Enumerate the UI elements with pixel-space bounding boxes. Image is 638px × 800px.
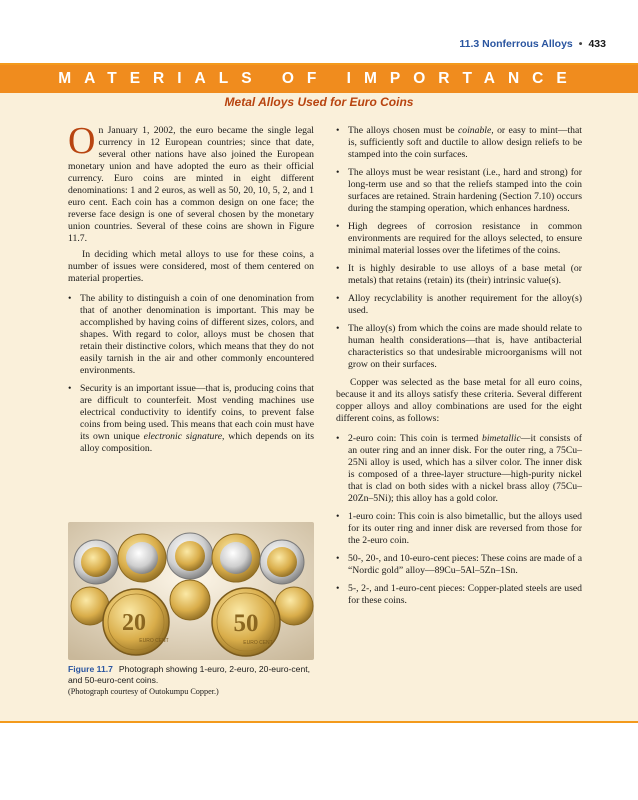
- coin-50-cent-label: EURO CENT: [243, 640, 273, 646]
- coin-50-cent: [212, 588, 280, 656]
- list-item: • Security is an important issue—that is, producing coins that are difficult to counterfeit. Most vending machines use electrical conductivity to identify coins, to prevent false coins from being used. This means that each coin must have its own unique electronic signature, which depends on its alloy composition.: [68, 383, 314, 454]
- list-item: • It is highly desirable to use alloys of a base metal (or metals) that retains (retain) its (their) intrinsic value(s).: [336, 263, 582, 286]
- section-title: 11.3 Nonferrous Alloys: [459, 38, 573, 50]
- list-item: • 50-, 20-, and 10-euro-cent pieces: These coins are made of a “Nordic gold” alloy—89Cu–5Al–5Zn–1Sn.: [336, 553, 582, 576]
- coin-2-euro: [118, 534, 166, 582]
- list-item: • The alloys must be wear resistant (i.e., hard and strong) for long-term use and so that the reliefs stamped into the coin surfaces are retained. Strain hardening (Section 7.10) occurs during the stamping operation, which enhances hardness.: [336, 167, 582, 214]
- coin-1-euro-center: [167, 533, 213, 579]
- requirements-list: [336, 125, 582, 371]
- list-item: • 5-, 2-, and 1-euro-cent pieces: Copper-plated steels are used for these coins.: [336, 583, 582, 606]
- coin-1-euro-right: [260, 540, 304, 584]
- coin-20-cent: [103, 589, 169, 655]
- coin-cent-right: [275, 587, 313, 625]
- left-column: [68, 120, 314, 461]
- paragraph-2: In deciding which metal alloys to use for these coins, a number of issues were considered, most of them centered on material properties.: [68, 249, 314, 284]
- list-item: • Alloy recyclability is another requirement for the alloy(s) used.: [336, 293, 582, 316]
- coin-50-value: 50: [233, 610, 259, 637]
- coin-2-euro-right: [212, 534, 260, 582]
- list-item: • 2-euro coin: This coin is termed bimetallic—it consists of an outer ring and an inner disk. For the outer ring, a 75Cu–25Ni alloy is used, which has a silver color. The inner disk is composed of a three-layer structure—high-purity nickel that is clad on both sides with a nickel brass alloy (75Cu–20Zn–5Ni); this alloy has a gold color.: [336, 433, 582, 504]
- coin-20-cent-label: EURO CENT: [139, 638, 169, 644]
- figure-caption: [68, 664, 314, 697]
- figure-caption-text: Photograph showing 1-euro, 2-euro, 20-euro-cent, and 50-euro-cent coins.: [68, 664, 310, 685]
- left-bullet-list: [68, 293, 314, 455]
- coin-1-euro-left: [74, 540, 118, 584]
- coins-illustration: [68, 522, 314, 660]
- banner-title: MATERIALS OF IMPORTANCE: [0, 65, 638, 93]
- euro-coins-photo: [68, 522, 314, 660]
- list-item: • 1-euro coin: This coin is also bimetallic, but the alloys used for its outer ring and inner disk are reversed from those for the 2-euro coin.: [336, 511, 582, 546]
- list-item: • The alloy(s) from which the coins are made should relate to human health considerations—that is, have antibacterial characteristics so that undesirable microorganisms will not grow on their surfaces.: [336, 323, 582, 370]
- copper-paragraph: Copper was selected as the base metal for all euro coins, because it and its alloys satisfy these criteria. Several different copper alloys and alloy combinations are used for the eight different coins, as follows:: [336, 377, 582, 424]
- coin-20-value: 20: [122, 610, 146, 636]
- coin-alloy-list: [336, 433, 582, 607]
- figure-label: Figure 11.7: [68, 664, 113, 674]
- intro-paragraph: [68, 120, 314, 245]
- right-column: [336, 125, 582, 613]
- separator-dot: •: [578, 38, 583, 50]
- list-item: • The ability to distinguish a coin of one denomination from that of another denomination is important. This may be accomplished by having coins of different sizes, colors, and shapes. With regard to color, alloys must be chosen that retain their distinctive colors, which means that they do not easily tarnish in the air and other commonly encountered environments.: [68, 293, 314, 376]
- list-item: • The alloys chosen must be coinable, or easy to mint—that is, sufficiently soft and ductile to allow design reliefs to be stamped into the coin surfaces.: [336, 125, 582, 160]
- drop-cap: O: [68, 120, 96, 162]
- running-head: [459, 38, 606, 50]
- intro-text: n January 1, 2002, the euro became the single legal currency in 12 European countries; since that date, several other nations have also joined the European monetary union and have adopted the euro as their official currency. Euro coins are minted in eight different denominations: 1 and 2 euros, as well as 50, 20, 10, 5, 2, and 1 euro cent. Each coin has a common design on one face; the reverse face design is one of several chosen by the monetary union countries. Several of these coins are shown in Figure 11.7.: [68, 125, 314, 244]
- list-item: • High degrees of corrosion resistance in common environments are required for the alloys selected, to ensure minimal material losses over the lifetimes of the coins.: [336, 221, 582, 256]
- coin-cent-mid: [170, 580, 210, 620]
- page-number: 433: [588, 38, 606, 50]
- box-subtitle: Metal Alloys Used for Euro Coins: [224, 95, 414, 109]
- figure-credit: (Photograph courtesy of Outokumpu Copper.): [68, 687, 219, 696]
